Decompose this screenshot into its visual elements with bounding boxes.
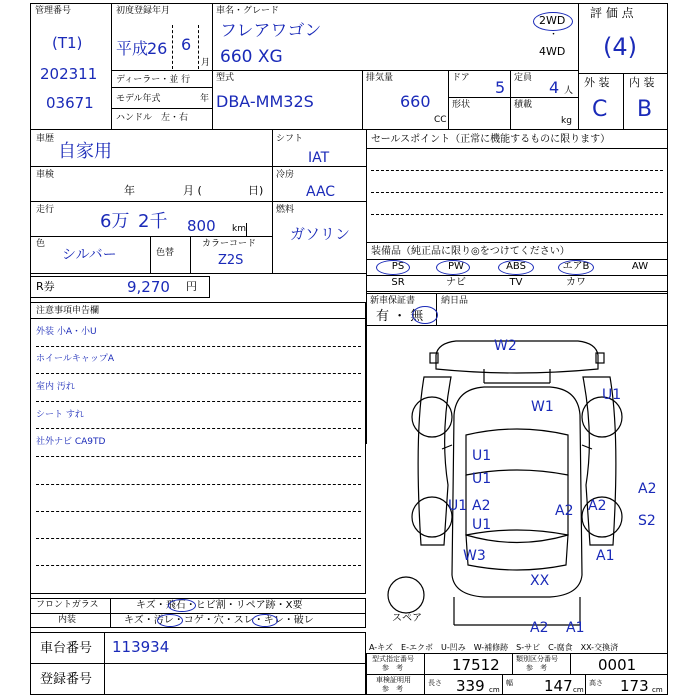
warranty-label: 新車保証書 [370, 296, 416, 306]
shift-label: シフト [276, 134, 304, 144]
damage-legend: A-キズ E-エクボ U-凹み W-補修跡 S-サビ C-腐食 XX-交換済 [369, 643, 619, 652]
equip-label: 装備品（純正品に限り◎をつけてください） [371, 246, 570, 257]
equip-item: TV [509, 277, 523, 288]
equip-item: カワ [566, 277, 586, 288]
cert-label: 車検証明用 [376, 676, 411, 684]
car-damage-diagram [366, 325, 668, 635]
length-unit: cm [489, 686, 500, 694]
drive-4wd: 4WD [539, 45, 566, 58]
drive-2wd: 2WD [539, 14, 566, 27]
recycle-label: R券 [36, 280, 55, 293]
equip-circle [558, 260, 594, 275]
use-label: 車歴 [36, 134, 55, 144]
month-unit: 月 [201, 58, 211, 68]
first-reg-month: 6 [181, 35, 192, 54]
disp-value: 660 [400, 92, 431, 111]
insp-year: 年 [124, 184, 135, 197]
interior-label: 内装 [58, 615, 77, 625]
spare-label: スペア [392, 613, 422, 624]
color-code-label: カラーコード [202, 239, 257, 249]
first-reg-era: 平成 [116, 39, 149, 58]
damage-mark: U1 [472, 471, 492, 487]
warranty-value: 有 ・ 無 [376, 309, 424, 324]
damage-mark-a2-right: A2 [638, 481, 657, 497]
damage-mark: A1 [566, 620, 585, 636]
ext-label: 外 装 [584, 76, 610, 89]
damage-mark: W1 [531, 399, 554, 415]
use-value: 自家用 [58, 141, 112, 162]
damage-mark: A1 [596, 548, 615, 564]
notes-label: 注意事項申告欄 [36, 306, 100, 316]
kanri-no1: 202311 [40, 65, 98, 83]
recycle-box [30, 276, 210, 298]
glass-label: フロントガラス [36, 600, 99, 610]
recycle-unit: 円 [186, 280, 197, 293]
damage-mark: S2 [638, 513, 656, 529]
type-no-label: 型式指定番号 [372, 655, 414, 663]
car-name: フレアワゴン [220, 21, 322, 41]
class-no-label: 類別区分番号 [516, 655, 558, 663]
rating-value: (4) [603, 33, 637, 61]
equip-item: PW [448, 261, 464, 272]
ext-grade: C [592, 97, 608, 122]
chassis-value: 113934 [112, 638, 170, 656]
color-code: Z2S [218, 253, 244, 268]
damage-mark: A2 [530, 620, 549, 636]
car-name-label: 車名・グレード [216, 6, 280, 16]
width-unit: cm [573, 686, 584, 694]
fuel-label: 燃料 [276, 205, 295, 215]
drive-dot: ・ [549, 30, 559, 40]
kanri-label: 管理番号 [35, 6, 72, 16]
note-line: シート すれ [36, 410, 84, 420]
insp-day: 日) [248, 184, 264, 197]
equip-circle [376, 260, 410, 275]
width-label: 幅 [506, 679, 513, 687]
type-no-value: 17512 [452, 656, 500, 674]
color-value: シルバー [62, 247, 117, 263]
ac-label: 冷房 [276, 170, 295, 180]
rating-label: 評 価 点 [590, 6, 634, 20]
width-value: 147 [544, 677, 573, 695]
damage-mark: W3 [463, 548, 486, 564]
cap-value: 4 [549, 78, 560, 97]
cap-unit: 人 [564, 86, 574, 96]
warranty-circle [412, 306, 438, 324]
year-unit: 年 [200, 94, 210, 104]
glass-items: キズ・飛石・ヒビ割・リペア跡・X要 [136, 600, 303, 611]
damage-mark: U1 [472, 517, 492, 533]
delivery-label: 納日品 [441, 296, 469, 306]
km-unit: km [232, 224, 246, 234]
first-reg-label: 初度登録年月 [116, 6, 171, 16]
note-line: 室内 汚れ [36, 382, 75, 392]
equip-item: エアB [562, 261, 590, 272]
int-grade: B [637, 97, 653, 122]
inspection-label: 車検 [36, 170, 55, 180]
interior-circle [157, 614, 183, 627]
type-no-sub: 参 考 [382, 664, 403, 672]
cap-label: 定員 [514, 73, 533, 83]
equip-circle [436, 260, 470, 275]
mileage-man: 6万 [100, 211, 130, 232]
door-label: ドア [452, 73, 470, 83]
cert-sub: 参 考 [382, 685, 403, 693]
sales-label: セールスポイント（正常に機能するものに限ります） [371, 134, 611, 145]
damage-mark: U1 [472, 448, 492, 464]
load-unit: kg [561, 116, 572, 126]
length-value: 339 [456, 677, 485, 695]
disp-unit: CC [434, 115, 447, 125]
ac-value: AAC [306, 184, 336, 200]
recolor-label: 色替 [156, 248, 175, 258]
height-unit: cm [652, 686, 663, 694]
shape-label: 形状 [452, 100, 471, 110]
disp-label: 排気量 [366, 73, 394, 83]
interior-circle [252, 614, 278, 627]
damage-mark: U1 [602, 387, 622, 403]
class-no-sub: 参 考 [526, 664, 547, 672]
equip-circle [498, 260, 534, 275]
color-label: 色 [36, 239, 46, 249]
dealer-label: ディーラー・並 行 [116, 75, 191, 85]
length-label: 長さ [428, 679, 442, 687]
equip-item: AW [631, 261, 649, 272]
mileage-label: 走行 [36, 205, 55, 215]
equip-item: PS [391, 261, 405, 272]
damage-mark: A2 [588, 498, 607, 514]
mileage-800: 800 [187, 217, 216, 235]
equip-item: ナビ [446, 277, 466, 288]
equip-item: ABS [506, 261, 526, 272]
insp-month: 月 ( [183, 184, 202, 197]
handle-label: ハンドル 左・右 [116, 113, 189, 123]
damage-mark: W2 [494, 338, 517, 354]
note-line: 社外ナビ CA9TD [36, 437, 106, 447]
shift-value: IAT [308, 150, 330, 166]
glass-circle [168, 599, 196, 612]
car-grade: 660 XG [220, 47, 283, 67]
type-label: 型式 [216, 73, 235, 83]
door-value: 5 [495, 78, 506, 97]
kanri-code: (T1) [52, 34, 83, 52]
damage-mark: A2 [555, 503, 574, 519]
kanri-no2: 03671 [46, 94, 94, 112]
chassis-label: 車台番号 [40, 641, 93, 656]
type-value: DBA-MM32S [216, 92, 314, 111]
damage-mark: A2 [472, 498, 491, 514]
note-line: ホイールキャップA [36, 354, 114, 364]
fuel-value: ガソリン [290, 225, 351, 243]
recycle-value: 9,270 [127, 278, 170, 296]
damage-mark: XX [530, 573, 550, 589]
reg-label: 登録番号 [40, 672, 93, 687]
first-reg-year: 26 [147, 39, 168, 58]
equip-item: SR [391, 277, 405, 288]
int-label: 内 装 [629, 76, 655, 89]
model-year-label: モデル年式 [116, 94, 161, 104]
height-value: 173 [620, 677, 649, 695]
height-label: 高さ [589, 679, 603, 687]
damage-mark: U1 [448, 498, 468, 514]
interior-items: キズ・汚レ・コゲ・穴・スレ・キレ・破レ [124, 615, 314, 626]
class-no-value: 0001 [598, 656, 637, 674]
load-label: 積載 [514, 100, 533, 110]
note-line: 外装 小A・小U [36, 327, 97, 337]
mileage-sen: 2千 [138, 211, 168, 232]
